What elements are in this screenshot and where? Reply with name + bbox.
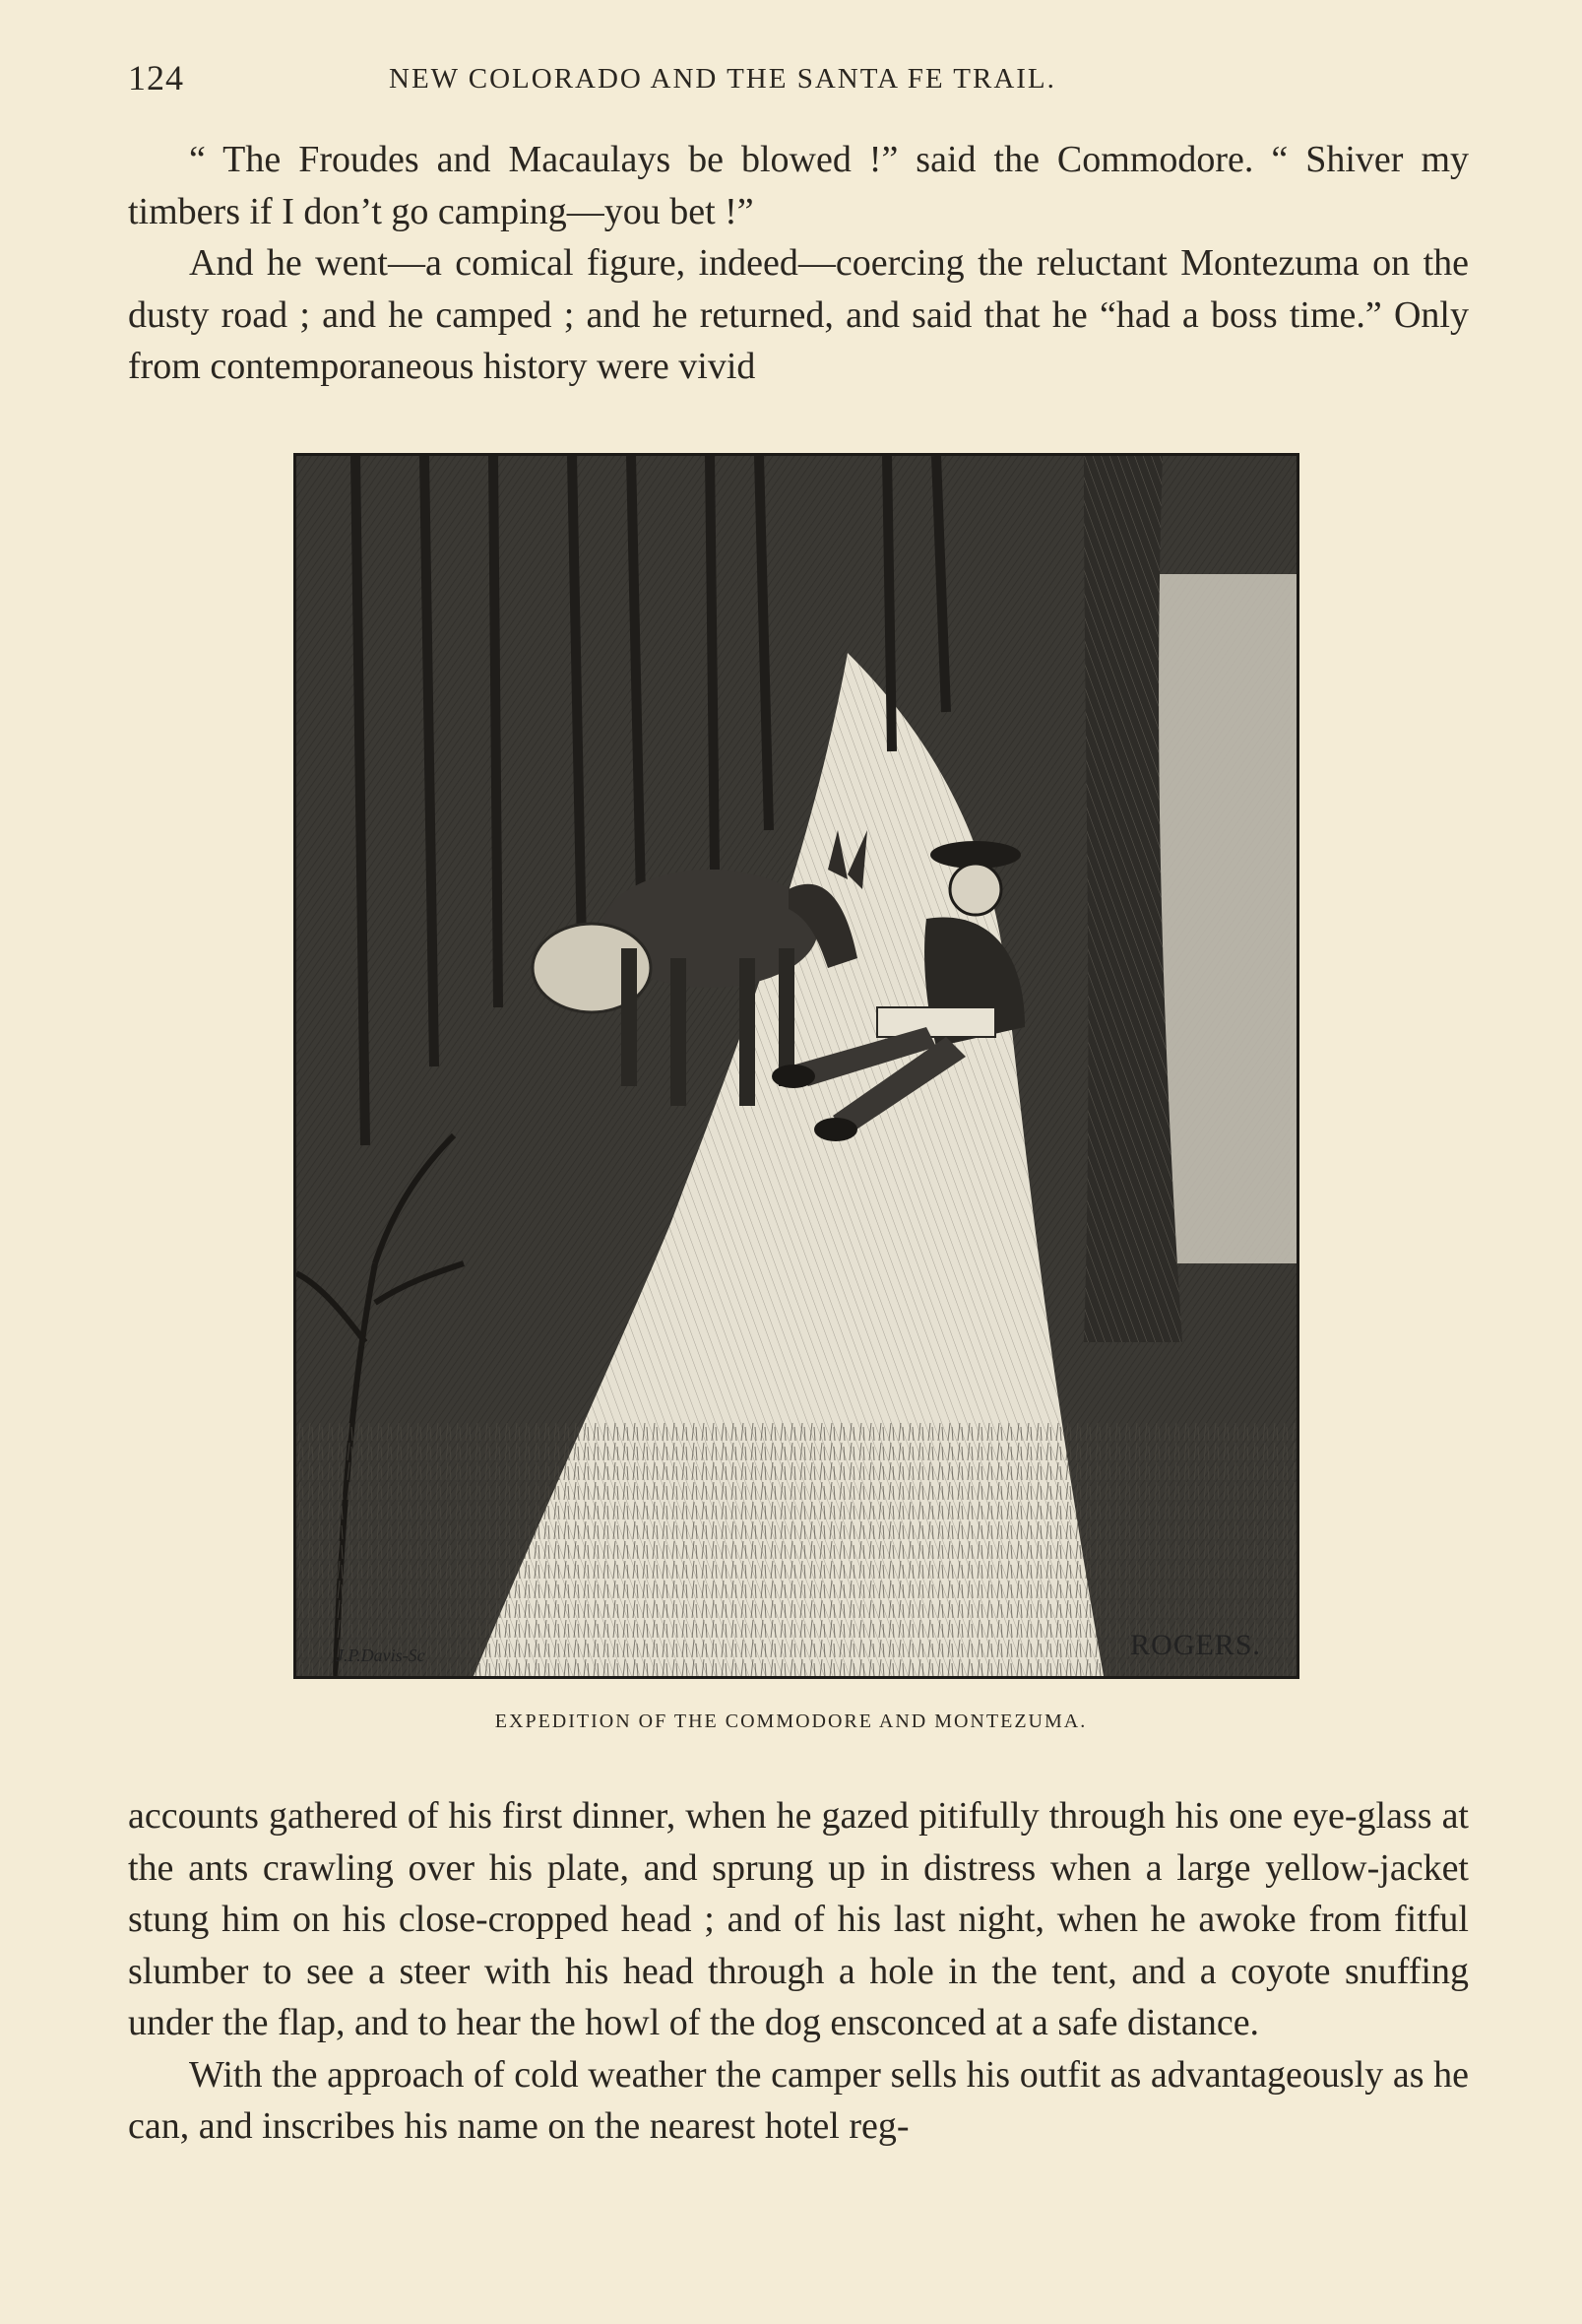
paragraph-commodore-quote: “ The Froudes and Macaulays be blowed !” said the Commodore. “ Shiver my timbers if I don’t go camping—you bet !”: [128, 139, 1469, 232]
paragraph-cold-weather: With the approach of cold weather the camper sells his outfit as advantageously as he can, and inscribes his name on the nearest hotel reg-: [128, 2053, 1469, 2147]
page-number: 124: [128, 58, 184, 97]
forest-scene-engraving: [296, 456, 1297, 1676]
engraving-illustration: [293, 453, 1299, 1679]
illustration-caption: EXPEDITION OF THE COMMODORE AND MONTEZUMA.: [494, 1711, 1088, 1732]
running-head: [128, 57, 1477, 100]
paragraph-he-went: And he went—a comical figure, indeed—coercing the reluctant Montezuma on the dusty road ; and he camped ; and he returned, and said that he “had a boss time.” Only from contemporaneous history were vivid: [128, 242, 1469, 387]
engraver-signature: J.P.Davis-Sc: [336, 1646, 425, 1665]
running-head-title: NEW COLORADO AND THE SANTA FE TRAIL.: [389, 63, 1056, 95]
artist-signature: ROGERS.: [1130, 1629, 1261, 1661]
paragraph-first-dinner: accounts gathered of his first dinner, when he gazed pitifully through his one eye-glass at the ants crawling over his plate, and sprung up in distress when a large yellow-jacket stung him on his close-cropped head ; and of his last night, when he awoke from fitful slumber to see a steer with his head through a hole in the tent, and a coyote snuffing under the flap, and to hear the howl of the dog ensconced at a safe distance.: [128, 1795, 1469, 2043]
bottom-text-block: [128, 1790, 1469, 2153]
top-text-block: [128, 134, 1469, 393]
